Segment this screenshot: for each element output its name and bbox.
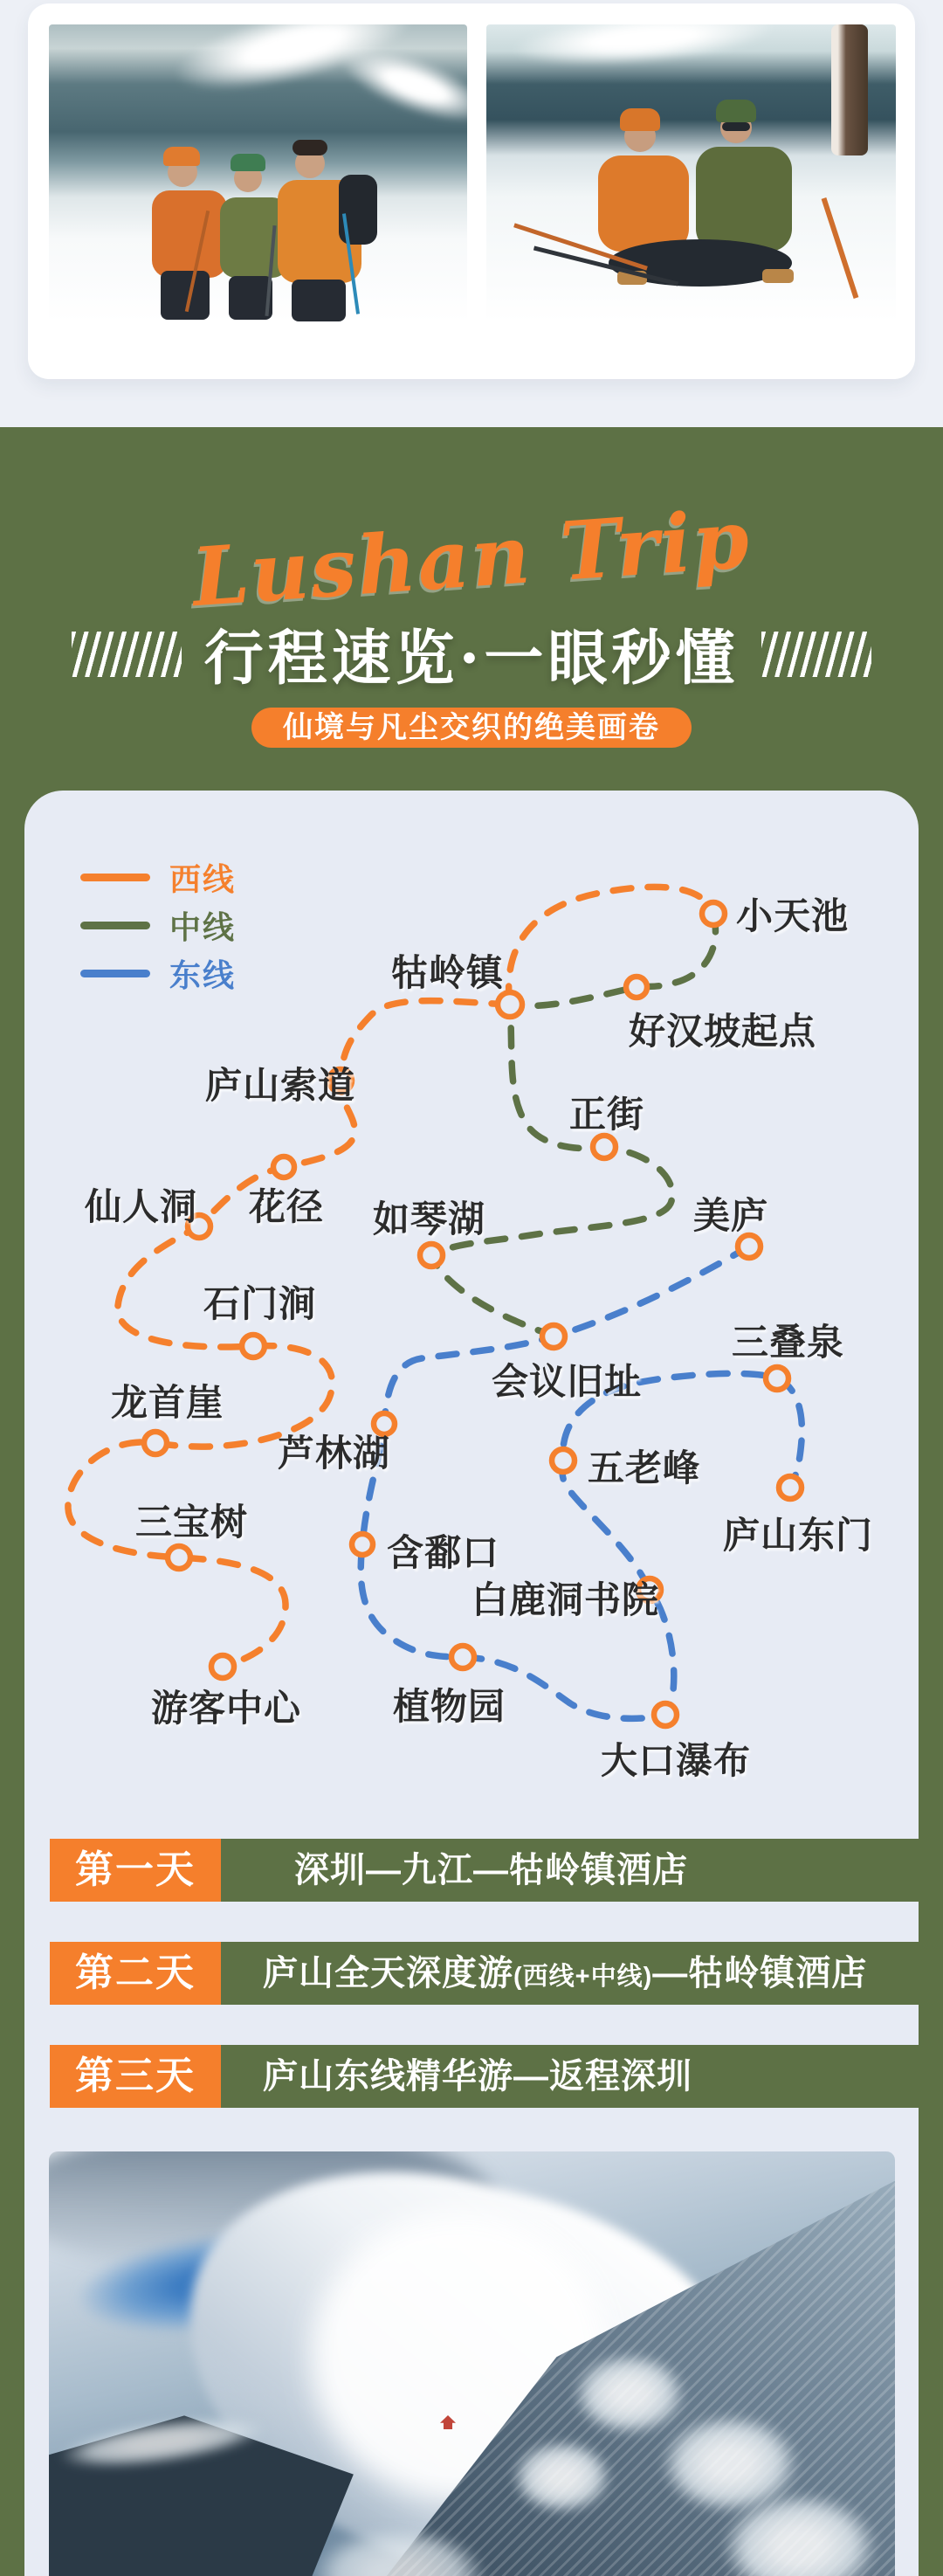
day-2-label: 第二天 bbox=[50, 1942, 221, 2005]
map-label-hanpokou: 含鄱口 bbox=[387, 1532, 500, 1573]
day-1-label: 第一天 bbox=[50, 1839, 221, 1902]
dark-hair bbox=[293, 140, 327, 155]
map-label-sanbaoshu: 三宝树 bbox=[135, 1502, 249, 1543]
map-label-xianrendong: 仙人洞 bbox=[85, 1186, 198, 1227]
hatch-marks-left-icon bbox=[72, 632, 182, 677]
day-3-desc-text: 庐山东线精华游—返程深圳 bbox=[263, 2057, 692, 2096]
map-label-huajing: 花径 bbox=[249, 1186, 325, 1227]
green-beanie bbox=[231, 154, 265, 171]
map-label-shimenjian: 石门涧 bbox=[203, 1283, 317, 1324]
day-1-desc-text: 深圳—九江—牯岭镇酒店 bbox=[294, 1851, 688, 1889]
map-label-xiaotianchi: 小天池 bbox=[736, 895, 850, 936]
day-row-3 bbox=[50, 2045, 895, 2108]
bottom-photo-cloud-waterfall bbox=[49, 2151, 895, 2576]
script-subtitle: Lushan Trip bbox=[189, 491, 754, 625]
east-line-swatch-icon bbox=[80, 970, 150, 977]
day-1-desc bbox=[221, 1839, 943, 1902]
legend-label: 中线 bbox=[169, 909, 237, 945]
hiking-boot bbox=[762, 269, 794, 283]
day-2-desc-paren: (西线+中线) bbox=[513, 1963, 653, 1991]
map-label-huiyijiuzhi: 会议旧址 bbox=[492, 1361, 643, 1402]
snowy-branch bbox=[511, 24, 776, 74]
route-legend bbox=[80, 853, 236, 998]
itinerary-card bbox=[24, 791, 919, 2576]
legend-item-middle bbox=[80, 901, 236, 950]
day-3-label: 第三天 bbox=[50, 2045, 221, 2108]
legend-item-east bbox=[80, 950, 236, 998]
orange-beanie bbox=[620, 108, 660, 131]
map-label-wulaofeng: 五老峰 bbox=[588, 1447, 701, 1488]
section-title: 行程速览·一眼秒懂 bbox=[203, 624, 740, 694]
map-label-haohanpo: 好汉坡起点 bbox=[629, 1011, 817, 1052]
hero-section bbox=[0, 0, 943, 427]
trekking-pole bbox=[822, 197, 859, 299]
map-label-zhiwuyuan: 植物园 bbox=[393, 1686, 506, 1727]
map-label-lulinhu: 芦林湖 bbox=[278, 1433, 391, 1474]
map-label-longshouya: 龙首崖 bbox=[111, 1382, 224, 1423]
green-beanie bbox=[716, 100, 756, 122]
day-3-desc bbox=[221, 2045, 937, 2108]
day-2-desc-suffix: —牯岭镇酒店 bbox=[652, 1954, 868, 1992]
day-2-desc-prefix: 庐山全天深度游 bbox=[263, 1954, 513, 1992]
hiker-legs bbox=[161, 271, 210, 320]
orange-beanie bbox=[163, 147, 200, 166]
day-2-desc bbox=[221, 1942, 937, 2005]
sitter-green-jacket bbox=[696, 147, 792, 252]
map-label-meilu: 美庐 bbox=[693, 1195, 769, 1236]
hero-photo-card bbox=[28, 3, 915, 379]
frosted-tree bbox=[512, 2440, 612, 2514]
legend-label: 西线 bbox=[169, 861, 237, 897]
map-label-sandiequan: 三叠泉 bbox=[732, 1322, 845, 1363]
hero-photo-sitting-couple bbox=[486, 24, 896, 322]
map-label-dongmen: 庐山东门 bbox=[723, 1515, 874, 1556]
west-line-swatch-icon bbox=[80, 874, 150, 881]
map-label-bailudong: 白鹿洞书院 bbox=[472, 1579, 660, 1620]
day-row-1 bbox=[50, 1839, 895, 1902]
map-label-suodao: 庐山索道 bbox=[205, 1065, 356, 1106]
section-badge: 仙境与凡尘交织的绝美画卷 bbox=[251, 708, 692, 748]
map-label-dakoupubu: 大口瀑布 bbox=[601, 1740, 752, 1781]
map-label-gulingzhen: 牯岭镇 bbox=[391, 952, 505, 993]
legend-item-west bbox=[80, 853, 236, 901]
day-row-2 bbox=[50, 1942, 895, 2005]
hatch-marks-right-icon bbox=[761, 632, 871, 677]
tree-trunk bbox=[831, 24, 868, 155]
hiker-orange-jacket bbox=[152, 190, 227, 278]
frosted-tree bbox=[573, 2352, 686, 2435]
sitter-orange-jacket bbox=[598, 155, 689, 252]
map-label-zhengjie: 正街 bbox=[569, 1094, 645, 1135]
middle-line-swatch-icon bbox=[80, 922, 150, 929]
legend-label: 东线 bbox=[169, 957, 237, 993]
map-label-ruqinhu: 如琴湖 bbox=[373, 1198, 486, 1240]
hero-photo-lakeside-group bbox=[49, 24, 467, 322]
section-title-row bbox=[0, 611, 943, 696]
sunglasses bbox=[722, 122, 750, 131]
map-label-youkezhongxin: 游客中心 bbox=[151, 1688, 302, 1729]
hiker-legs bbox=[292, 280, 346, 321]
